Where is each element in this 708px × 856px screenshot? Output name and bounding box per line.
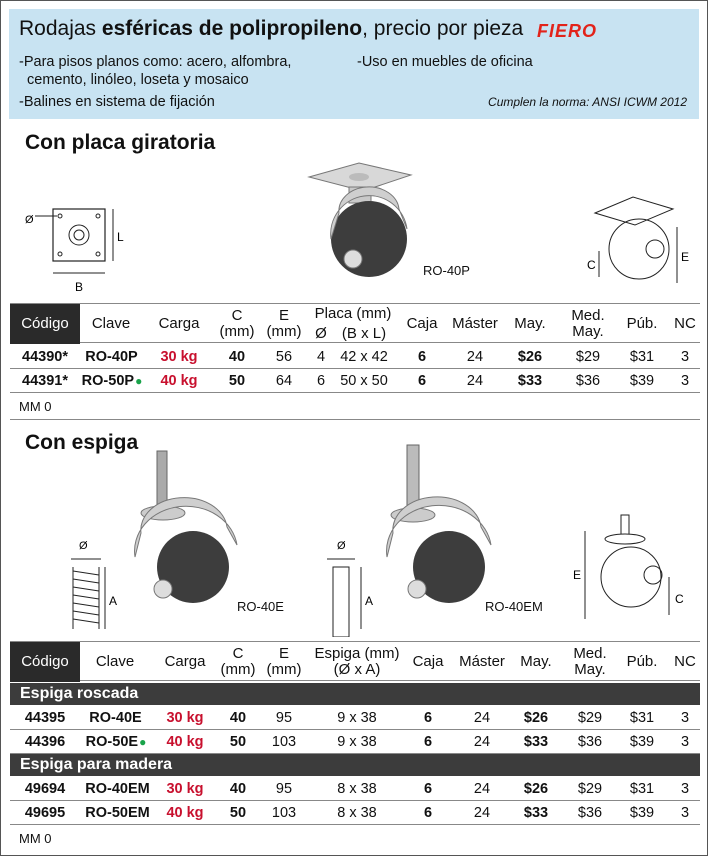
cell-may: $33 xyxy=(523,734,549,750)
mm-note-1: MM 0 xyxy=(19,399,52,414)
cell-may: $26 xyxy=(523,781,549,797)
title-prefix: Rodajas xyxy=(19,17,102,40)
cell-caja: 6 xyxy=(423,734,433,750)
table-row xyxy=(10,801,700,825)
caster-threaded-photo xyxy=(127,447,247,607)
cell-may: $33 xyxy=(523,805,549,821)
bullet-1-cont: cemento, linóleo, loseta y mosaico xyxy=(27,72,249,88)
section-title-espiga: Con espiga xyxy=(25,431,139,454)
cell-nc: 3 xyxy=(680,805,690,821)
table-row xyxy=(10,730,700,754)
cell-medmay: $36 xyxy=(577,805,603,821)
plate-dimension-diagram xyxy=(21,201,141,299)
cell-clave: RO-40P xyxy=(85,349,138,365)
col-placa-bl: (B x L) xyxy=(341,325,387,342)
brand-logo: FIERO xyxy=(536,21,597,41)
caption-ro40e: RO-40E xyxy=(237,599,284,614)
cell-c: 50 xyxy=(228,373,246,389)
table1-header xyxy=(10,303,700,343)
cell-bl: 50 x 50 xyxy=(340,373,388,389)
cell-pub: $39 xyxy=(629,373,655,389)
cell-phi: 6 xyxy=(316,373,326,389)
col-carga: Carga xyxy=(158,315,200,332)
cell-carga: 40 kg xyxy=(166,734,204,750)
col-placa: Placa (mm) xyxy=(314,305,392,322)
cell-pub: $39 xyxy=(629,734,655,750)
cell-may: $26 xyxy=(517,349,543,365)
header-panel xyxy=(9,9,699,119)
cell-code: 44391 * xyxy=(22,373,68,389)
cell-e: 95 xyxy=(275,710,293,726)
col-may: May. xyxy=(514,315,546,332)
cell-clave: RO-50EM xyxy=(85,805,150,821)
cell-medmay: $29 xyxy=(577,710,603,726)
cell-caja: 6 xyxy=(423,710,433,726)
caster-wood-photo xyxy=(383,441,503,607)
cell-nc: 3 xyxy=(680,349,690,365)
cell-medmay: $29 xyxy=(577,781,603,797)
col-clave: Clave xyxy=(91,315,131,332)
cell-code: 44396 xyxy=(24,734,66,750)
caster-iso-diagram xyxy=(581,191,696,291)
col-placa-phi: Ø xyxy=(315,325,327,342)
cell-clave: RO-50P ● xyxy=(81,373,143,389)
cell-master: 24 xyxy=(466,349,484,365)
cell-medmay: $36 xyxy=(577,734,603,750)
col-caja: Caja xyxy=(406,315,438,332)
cell-e: 64 xyxy=(275,373,293,389)
cell-phi: 4 xyxy=(316,349,326,365)
cell-may: $33 xyxy=(517,373,543,389)
cell-espiga: 8 x 38 xyxy=(337,781,377,797)
cell-pub: $31 xyxy=(629,349,655,365)
cell-c: 50 xyxy=(229,734,247,750)
cell-espiga: 9 x 38 xyxy=(337,734,377,750)
col-medmay: Med. May. xyxy=(571,307,605,340)
norm-note: Cumplen la norma: ANSI ICWM 2012 xyxy=(488,95,687,109)
table-row xyxy=(10,369,700,393)
a-label: A xyxy=(365,594,374,608)
cell-master: 24 xyxy=(473,734,491,750)
cell-clave: RO-40E xyxy=(89,710,142,726)
cell-carga: 40 kg xyxy=(166,805,204,821)
col-c: C (mm) xyxy=(220,645,256,678)
col-caja: Caja xyxy=(412,653,444,670)
cell-e: 56 xyxy=(275,349,293,365)
cell-caja: 6 xyxy=(417,373,427,389)
cell-c: 40 xyxy=(229,781,247,797)
cell-e: 103 xyxy=(271,805,297,821)
caption-ro40em: RO-40EM xyxy=(485,599,543,614)
cell-code: 49695 xyxy=(24,805,66,821)
cell-code: 44390 * xyxy=(22,349,68,365)
cell-pub: $31 xyxy=(629,710,655,726)
col-master: Máster xyxy=(459,653,505,670)
cell-medmay: $29 xyxy=(575,349,601,365)
col-master: Máster xyxy=(452,315,498,332)
cell-caja: 6 xyxy=(417,349,427,365)
col-codigo: Código xyxy=(10,304,80,344)
cell-c: 40 xyxy=(228,349,246,365)
col-espiga: Espiga (mm) (Ø x A) xyxy=(314,645,400,678)
l-label: L xyxy=(117,230,124,244)
cell-c: 50 xyxy=(229,805,247,821)
a-label: A xyxy=(109,594,118,608)
title-bold: esféricas de polipropileno xyxy=(101,17,363,40)
cell-pub: $39 xyxy=(629,805,655,821)
e-label: E xyxy=(573,568,582,582)
cell-code: 49694 xyxy=(24,781,66,797)
b-label: B xyxy=(75,280,84,294)
cell-master: 24 xyxy=(473,805,491,821)
cell-caja: 6 xyxy=(423,805,433,821)
cell-clave: RO-40EM xyxy=(85,781,150,797)
cell-nc: 3 xyxy=(680,373,690,389)
col-pub: Púb. xyxy=(626,653,658,670)
cell-nc: 3 xyxy=(680,781,690,797)
e-label: E xyxy=(681,250,690,264)
cell-caja: 6 xyxy=(423,781,433,797)
cell-carga: 30 kg xyxy=(166,781,204,797)
cell-carga: 40 kg xyxy=(160,373,198,389)
col-e: E (mm) xyxy=(266,307,302,340)
section-divider xyxy=(10,419,700,420)
caster-stem-iso-diagram xyxy=(569,511,694,629)
cell-master: 24 xyxy=(466,373,484,389)
cell-carga: 30 kg xyxy=(160,349,198,365)
threaded-stem-diagram xyxy=(41,537,131,637)
cell-pub: $31 xyxy=(629,781,655,797)
cell-master: 24 xyxy=(473,710,491,726)
col-medmay: Med. May. xyxy=(573,645,607,678)
c-label: C xyxy=(675,592,684,606)
bullet-1: -Para pisos planos como: acero, alfombra, xyxy=(19,54,292,70)
table-row xyxy=(10,777,700,801)
c-label: C xyxy=(587,258,596,272)
cell-bl: 42 x 42 xyxy=(340,349,388,365)
caster-plate-photo xyxy=(299,159,419,279)
col-c: C (mm) xyxy=(219,307,255,340)
cell-e: 95 xyxy=(275,781,293,797)
phi-label: Ø xyxy=(337,540,346,552)
col-may: May. xyxy=(520,653,552,670)
cell-nc: 3 xyxy=(680,734,690,750)
cell-espiga: 9 x 38 xyxy=(337,710,377,726)
col-nc: NC xyxy=(674,315,696,332)
col-codigo: Código xyxy=(10,642,80,682)
col-e: E (mm) xyxy=(266,645,302,678)
phi-label: Ø xyxy=(79,540,88,552)
table-row xyxy=(10,706,700,730)
cell-espiga: 8 x 38 xyxy=(337,805,377,821)
col-carga: Carga xyxy=(164,653,206,670)
group-header-madera: Espiga para madera xyxy=(10,754,700,776)
caption-ro40p: RO-40P xyxy=(423,263,470,278)
section-title-placa: Con placa giratoria xyxy=(25,131,216,154)
col-nc: NC xyxy=(674,653,696,670)
group-header-roscada: Espiga roscada xyxy=(10,683,700,705)
mm-note-2: MM 0 xyxy=(19,831,52,846)
col-pub: Púb. xyxy=(626,315,658,332)
bullet-2: -Balines en sistema de fijación xyxy=(19,94,215,110)
phi-label: Ø xyxy=(25,214,34,226)
title-suffix: , precio por pieza xyxy=(362,17,524,40)
col-clave: Clave xyxy=(95,653,135,670)
bullet-3: -Uso en muebles de oficina xyxy=(357,54,533,70)
table-row xyxy=(10,345,700,369)
cell-clave: RO-50E ● xyxy=(85,734,147,750)
cell-e: 103 xyxy=(271,734,297,750)
cell-code: 44395 xyxy=(24,710,66,726)
cell-c: 40 xyxy=(229,710,247,726)
table2-header xyxy=(10,641,700,681)
cell-master: 24 xyxy=(473,781,491,797)
cell-medmay: $36 xyxy=(575,373,601,389)
cell-carga: 30 kg xyxy=(166,710,204,726)
wood-stem-diagram xyxy=(311,537,391,637)
page-title xyxy=(19,17,523,41)
cell-may: $26 xyxy=(523,710,549,726)
cell-nc: 3 xyxy=(680,710,690,726)
